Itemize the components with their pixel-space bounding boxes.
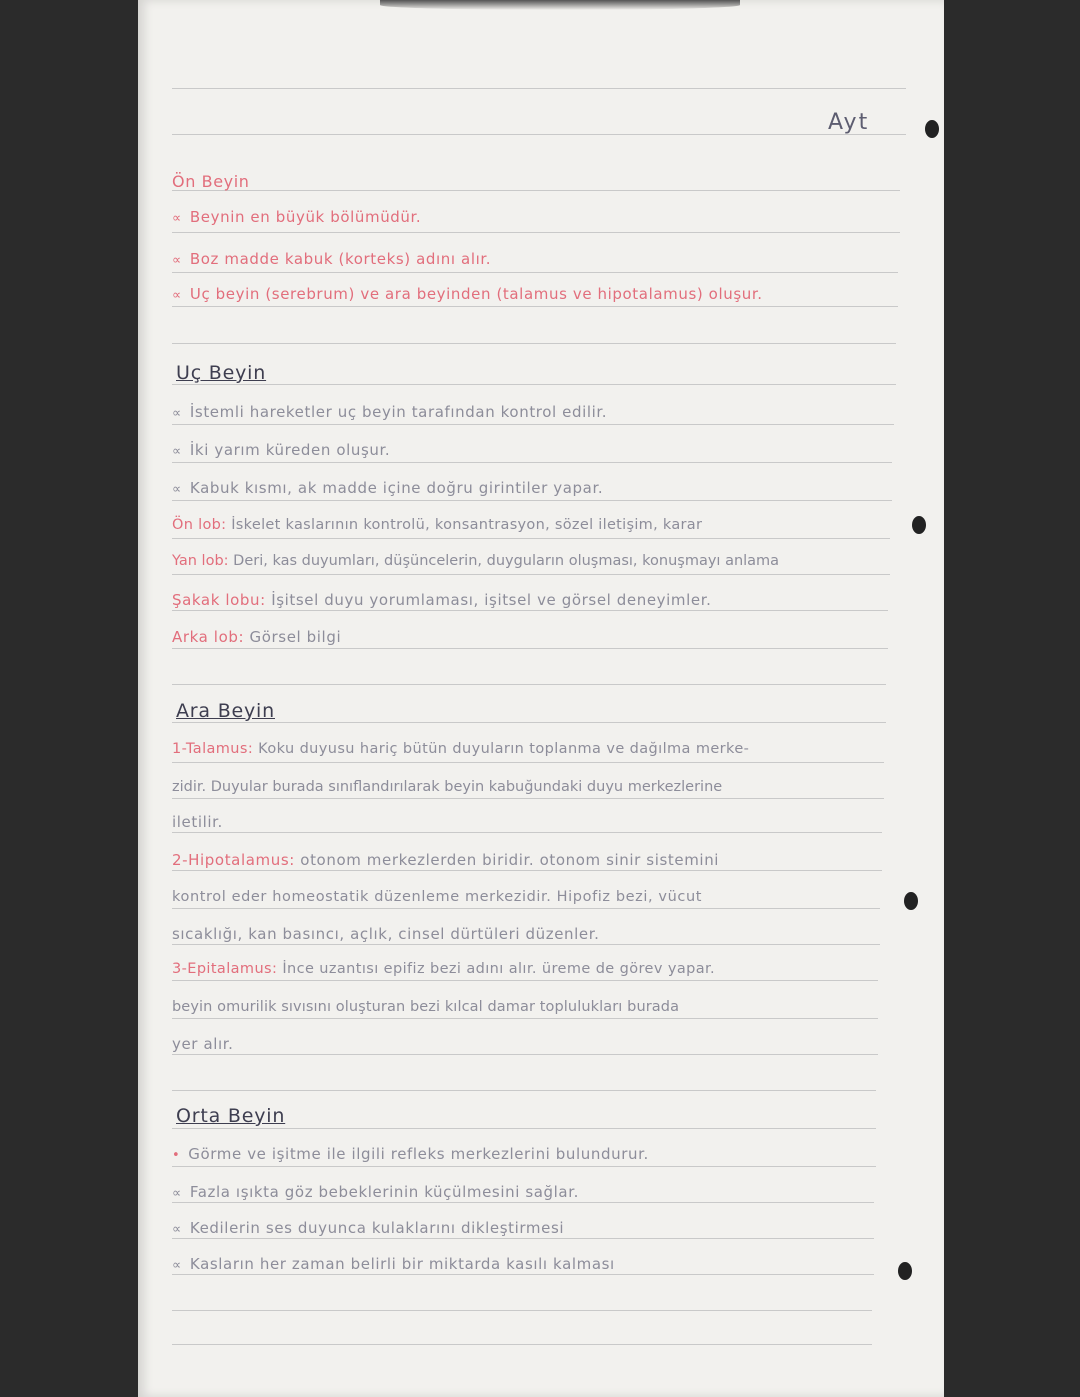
ruled-line (172, 1054, 878, 1055)
ruled-line (172, 762, 884, 763)
section-title-orta-beyin: Orta Beyin (176, 1105, 286, 1127)
ruled-line (172, 1166, 876, 1167)
lobe-row: Arka lob: Görsel bilgi (172, 628, 342, 646)
ruled-line (172, 1090, 876, 1091)
section-title-ara-beyin: Ara Beyin (176, 700, 275, 722)
ruled-line (172, 500, 892, 501)
ruled-line (172, 1310, 872, 1311)
hipotalamus-line: 2-Hipotalamus: otonom merkezlerden biridir. otonom sinir sistemini (172, 851, 720, 869)
list-item: ∝ Beynin en büyük bölümüdür. (172, 208, 422, 226)
lobe-row: Ön lob: İskelet kaslarının kontrolü, konsantrasyon, sözel iletişim, karar (172, 517, 703, 533)
ruled-line (172, 232, 900, 233)
bullet-icon: ∝ (172, 253, 182, 268)
list-item: ∝ Kabuk kısmı, ak madde içine doğru girintiler yapar. (172, 479, 604, 497)
list-item: ∝ İstemli hareketler uç beyin tarafından kontrol edilir. (172, 403, 608, 421)
ruled-line (172, 908, 880, 909)
binder-hole (898, 1262, 912, 1280)
epitalamus-line: 3-Epitalamus: İnce uzantısı epifiz bezi adını alır. üreme de görev yapar. (172, 961, 716, 977)
ruled-line (172, 944, 880, 945)
ruled-line (172, 1128, 876, 1129)
ruled-line (172, 798, 884, 799)
ruled-line (172, 1344, 872, 1345)
bullet-icon: ∝ (172, 1186, 182, 1201)
ruled-line (172, 384, 896, 385)
ruled-line (172, 722, 886, 723)
lobe-row: Yan lob: Deri, kas duyumları, düşüncelerin, duyguların oluşması, konuşmayı anlama (172, 553, 780, 569)
binder-hole (912, 516, 926, 534)
ruled-line (172, 832, 882, 833)
bullet-icon: ∝ (172, 211, 182, 226)
ruled-line (172, 424, 894, 425)
list-item: ∝ Boz madde kabuk (korteks) adını alır. (172, 250, 492, 268)
ruled-line (172, 1018, 878, 1019)
bullet-icon: ∝ (172, 1222, 182, 1237)
ruled-line (172, 610, 888, 611)
bullet-icon: ∝ (172, 444, 182, 459)
hipotalamus-line: sıcaklığı, kan basıncı, açlık, cinsel dürtüleri düzenler. (172, 925, 600, 943)
talamus-line: 1-Talamus: Koku duyusu hariç bütün duyuların toplanma ve dağılma merke- (172, 741, 750, 757)
ruled-line (172, 1238, 874, 1239)
ruled-line (172, 870, 882, 871)
page-shadow (380, 0, 740, 10)
bullet-icon: ∝ (172, 482, 182, 497)
talamus-line: iletilir. (172, 813, 223, 831)
ruled-line (172, 88, 906, 89)
list-item: ∝ Uç beyin (serebrum) ve ara beyinden (talamus ve hipotalamus) oluşur. (172, 285, 763, 303)
talamus-line: zidir. Duyular burada sınıflandırılarak beyin kabuğundaki duyu merkezlerine (172, 779, 723, 795)
ruled-line (172, 538, 890, 539)
ruled-line (172, 134, 906, 135)
binder-hole (904, 892, 918, 910)
ruled-line (172, 306, 898, 307)
page-tag: Ayt (828, 110, 870, 135)
ruled-line (172, 980, 878, 981)
ruled-line (172, 272, 898, 273)
hipotalamus-line: kontrol eder homeostatik düzenleme merkezidir. Hipofiz bezi, vücut (172, 889, 703, 905)
ruled-line (172, 684, 886, 685)
ruled-line (172, 343, 896, 344)
ruled-line (172, 574, 890, 575)
bullet-icon: ∝ (172, 406, 182, 421)
list-item: ∝ Kedilerin ses duyunca kulaklarını dikleştirmesi (172, 1219, 565, 1237)
ruled-line (172, 648, 888, 649)
epitalamus-line: yer alır. (172, 1035, 234, 1053)
binder-hole (925, 120, 939, 138)
section-title-uc-beyin: Uç Beyin (176, 362, 267, 384)
ruled-line (172, 190, 900, 191)
list-item: ∝ İki yarım küreden oluşur. (172, 441, 391, 459)
list-item: ∝ Kasların her zaman belirli bir miktarda kasılı kalması (172, 1255, 615, 1273)
lobe-row: Şakak lobu: İşitsel duyu yorumlaması, işitsel ve görsel deneyimler. (172, 591, 712, 609)
section-title-on-beyin: Ön Beyin (172, 172, 250, 191)
bullet-icon: • (172, 1148, 181, 1163)
epitalamus-line: beyin omurilik sıvısını oluşturan bezi kılcal damar toplulukları burada (172, 999, 680, 1015)
list-item: • Görme ve işitme ile ilgili refleks merkezlerini bulundurur. (172, 1145, 649, 1163)
ruled-line (172, 1274, 874, 1275)
list-item: ∝ Fazla ışıkta göz bebeklerinin küçülmesini sağlar. (172, 1183, 579, 1201)
ruled-line (172, 462, 892, 463)
bullet-icon: ∝ (172, 1258, 182, 1273)
bullet-icon: ∝ (172, 288, 182, 303)
ruled-line (172, 1202, 874, 1203)
